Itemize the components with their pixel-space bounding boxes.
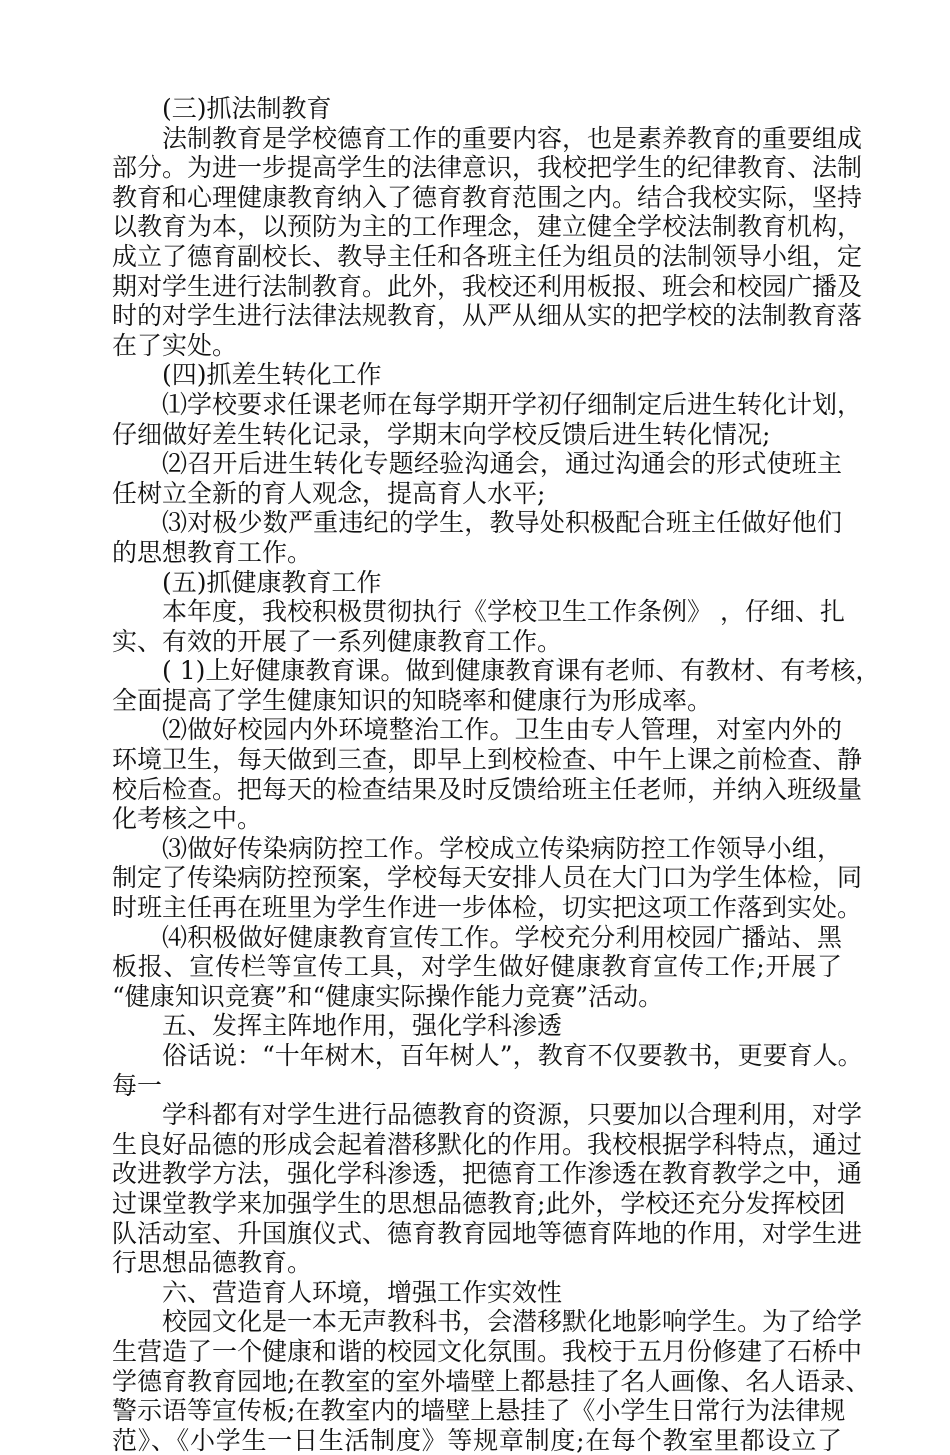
text-line: 学德育教育园地;在教室的室外墙壁上都悬挂了名人画像、名人语录、 <box>112 1366 871 1396</box>
text-line: 法制教育是学校德育工作的重要内容，也是素养教育的重要组成 <box>162 123 863 153</box>
text-line: 本年度，我校积极贯彻执行《学校卫生工作条例》 ，仔细、扎 <box>162 597 845 627</box>
text-line: 时班主任再在班里为学生作进一步体检，切实把这项工作落到实处。 <box>112 893 863 923</box>
text-line: ( 1)上好健康教育课。做到健康教育课有老师、有教材、有考核， <box>162 656 881 686</box>
text-line: 实、有效的开展了一系列健康教育工作。 <box>112 626 563 656</box>
text-line: 教育和心理健康教育纳入了德育教育范围之内。结合我校实际，坚持 <box>112 182 863 212</box>
text-line: 以教育为本，以预防为主的工作理念，建立健全学校法制教育机构， <box>112 212 863 242</box>
text-line: 过课堂教学来加强学生的思想品德教育;此外，学校还充分发挥校团 <box>112 1188 846 1218</box>
text-line: 每一 <box>112 1070 163 1100</box>
text-line: 学科都有对学生进行品德教育的资源，只要加以合理利用，对学 <box>162 1100 863 1130</box>
text-line: “健康知识竞赛”和“健康实际操作能力竞赛”活动。 <box>112 981 664 1011</box>
text-line: 成立了德育副校长、教导主任和各班主任为组员的法制领导小组，定 <box>112 241 863 271</box>
text-line: ⑵做好校园内外环境整治工作。卫生由专人管理，对室内外的 <box>162 715 842 745</box>
text-line: 环境卫生，每天做到三查，即早上到校检查、中午上课之前检查、静 <box>112 745 863 775</box>
text-line: 全面提高了学生健康知识的知晓率和健康行为形成率。 <box>112 685 713 715</box>
text-line: 在了实处。 <box>112 330 238 360</box>
text-line: 六、营造育人环境，增强工作实效性 <box>162 1277 563 1307</box>
document-page <box>112 94 881 1455</box>
text-line: 队活动室、升国旗仪式、德育教育园地等德育阵地的作用，对学生进 <box>112 1218 863 1248</box>
text-line: 期对学生进行法制教育。此外，我校还利用板报、班会和校园广播及 <box>112 271 863 301</box>
text-line: 校园文化是一本无声教科书，会潜移默化地影响学生。为了给学 <box>162 1307 863 1337</box>
text-line: 制定了传染病防控预案，学校每天安排人员在大门口为学生体检，同 <box>112 863 863 893</box>
text-line: (五)抓健康教育工作 <box>162 567 382 597</box>
text-line: 生良好品德的形成会起着潜移默化的作用。我校根据学科特点，通过 <box>112 1129 863 1159</box>
text-line: ⑶做好传染病防控工作。学校成立传染病防控工作领导小组， <box>162 833 842 863</box>
text-line: 任树立全新的育人观念，提高育人水平; <box>112 478 546 508</box>
text-line: 部分。为进一步提高学生的法律意识，我校把学生的纪律教育、法制 <box>112 153 863 183</box>
text-line: 改进教学方法，强化学科渗透，把德育工作渗透在教育教学之中，通 <box>112 1159 863 1189</box>
text-line: 范》、《小学生一日生活制度》等规章制度;在每个教室里都设立了 <box>112 1425 842 1455</box>
text-line: ⑵召开后进生转化专题经验沟通会，通过沟通会的形式使班主 <box>162 449 842 479</box>
text-line: 校后检查。把每天的检查结果及时反馈给班主任老师，并纳入班级量 <box>112 774 863 804</box>
text-line: 行思想品德教育。 <box>112 1248 313 1278</box>
text-line: (三)抓法制教育 <box>162 94 332 123</box>
text-line: 板报、宣传栏等宣传工具，对学生做好健康教育宣传工作;开展了 <box>112 952 842 982</box>
text-line: ⑴学校要求任课老师在每学期开学初仔细制定后进生转化计划， <box>162 389 863 419</box>
text-line: (四)抓差生转化工作 <box>162 360 382 390</box>
text-line: 五、发挥主阵地作用，强化学科渗透 <box>162 1011 563 1041</box>
text-line: 警示语等宣传板;在教室内的墙壁上悬挂了《小学生日常行为法律规 <box>112 1396 846 1426</box>
text-line: ⑶对极少数严重违纪的学生，教导处积极配合班主任做好他们 <box>162 508 842 538</box>
text-line: ⑷积极做好健康教育宣传工作。学校充分利用校园广播站、黑 <box>162 922 842 952</box>
text-line: 俗话说：“十年树木，百年树人”，教育不仅要教书，更要育人。 <box>162 1041 863 1070</box>
text-line: 化考核之中。 <box>112 804 263 834</box>
text-line: 生营造了一个健康和谐的校园文化氛围。我校于五月份修建了石桥中 <box>112 1336 863 1366</box>
text-line: 仔细做好差生转化记录，学期末向学校反馈后进生转化情况; <box>112 419 771 449</box>
text-line: 时的对学生进行法律法规教育，从严从细从实的把学校的法制教育落 <box>112 301 863 331</box>
text-line: 的思想教育工作。 <box>112 537 313 567</box>
